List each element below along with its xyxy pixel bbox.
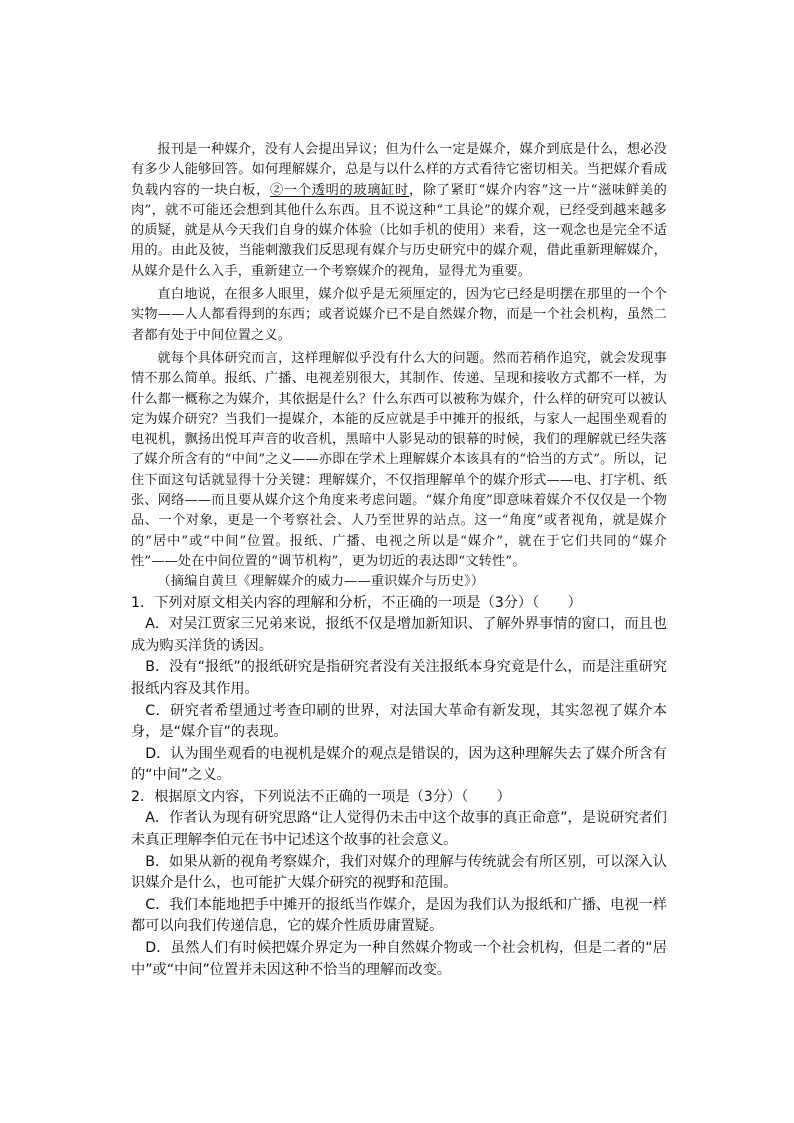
option-d: D．认为围坐观看的电视机是媒介的观点是错误的，因为这种理解失去了媒介所含有的“中间”之义。: [131, 745, 667, 784]
questions-section: [131, 593, 667, 982]
question-2: [131, 787, 667, 981]
option-c: C．研究者希望通过考查印刷的世界，对法国大革命有新发现，其实忽视了媒介本身，是“媒介盲”的表现。: [131, 702, 667, 741]
passage-paragraph-2: 直白地说，在很多人眼里，媒介似乎是无须厘定的，因为它已经是明摆在那里的一个个实物——人人都看得到的东西；或者说媒介已不是自然媒介物，而是一个社会机构，虽然二者都有处于中间位置之义。: [131, 287, 667, 343]
option-b: B．如果从新的视角考察媒介，我们对媒介的理解与传统就会有所区别，可以深入认识媒介是什么，也可能扩大媒介研究的视野和范围。: [131, 853, 667, 892]
option-c: C．我们本能地把手中摊开的报纸当作媒介，是因为我们认为报纸和广播、电视一样都可以向我们传递信息，它的媒介性质毋庸置疑。: [131, 896, 667, 935]
paragraph-text: 报刊是一种媒介，没有人会提出异议；但为什么一定是媒介，媒介到底是什么，想必没有多少人能够回答。如何理解媒介，总是与以什么样的方式看待它密切相关。当把媒介看成负载内容的一块白板，: [131, 142, 667, 198]
question-stem: 2．根据原文内容，下列说法不正确的一项是（3分）（ ）: [131, 788, 511, 805]
document-page: [131, 140, 667, 981]
option-b: B．没有“报纸”的报纸研究是指研究者没有关注报纸本身究竟是什么，而是注重研究报纸内容及其作用。: [131, 659, 667, 697]
underlined-phrase: ②一个透明的玻璃缸时: [269, 182, 409, 198]
passage-paragraph-3: 就每个具体研究而言，这样理解似乎没有什么大的问题。然而若稍作追究，就会发现事情不那么简单。报纸、广播、电视差别很大，其制作、传递、呈现和接收方式都不一样，为什么都一概称之为媒介，其依据是什么？什么东西可以被称为媒介，什么样的研究可以被认定为媒介研究？当我们一提媒介，本能的反应就是手中摊开的报纸，与家人一起围坐观看的电视机，飘扬出悦耳声音的收音机，黑暗中人影晃动的银幕的时候，我们的理解就已经失落了媒介所含有的“中间”之义——亦即在学术上理解媒介本该具有的“恰当的方式”。所以，记住下面这句话就显得十分关键：理解媒介，不仅指理解单个的媒介形式——电、打字机、纸张、网络——而且要从媒介这个角度来考虑问题。“媒介角度”即意味着媒介不仅仅是一个物品、一个对象，更是一个考察社会、人乃至世界的站点。这一“角度”或者视角，就是媒介的“居中”或“中间”位置。报纸、广播、电视之所以是“媒介”，就在于它们共同的“媒介性”——处在中间位置的“调节机构”，更为切近的表达即“文转性”。: [131, 350, 667, 569]
paragraph-text: ，除了紧盯“媒介内容”这一片“滋味鲜美的肉”，就不可能还会想到其他什么东西。且不说这种“工具论”的媒介观，已经受到越来越多的质疑，就是从今天我们自身的媒介体验（比如手机的使用）来看，这一观念也是完全不适用的。由此及彼，当能刺激我们反思现有媒介与历史研究中的媒介观，借此重新理解媒介，从媒介是什么入手，重新建立一个考察媒介的视角，显得尤为重要。: [131, 182, 668, 279]
option-a: A．对吴江贾家三兄弟来说，报纸不仅是增加新知识、了解外界事情的窗口，而且也成为购买洋货的诱因。: [131, 616, 667, 654]
passage-source: （摘编自黄旦《理解媒介的威力——重识媒介与历史》）: [157, 574, 485, 590]
option-d: D．虽然人们有时候把媒介界定为一种自然媒介物或一个社会机构，但是二者的“居中”或“中间”位置并未因这种不恰当的理解而改变。: [131, 940, 667, 978]
question-1: [131, 593, 667, 787]
reading-passage: [131, 140, 667, 593]
option-a: A．作者认为现有研究思路“让人觉得仍未击中这个故事的真正命意”，是说研究者们未真正理解李伯元在书中记述这个故事的社会意义。: [131, 810, 667, 849]
passage-paragraph-1: [131, 140, 667, 282]
question-stem: 1．下列对原文相关内容的理解和分析，不正确的一项是（3分）（ ）: [131, 594, 582, 611]
